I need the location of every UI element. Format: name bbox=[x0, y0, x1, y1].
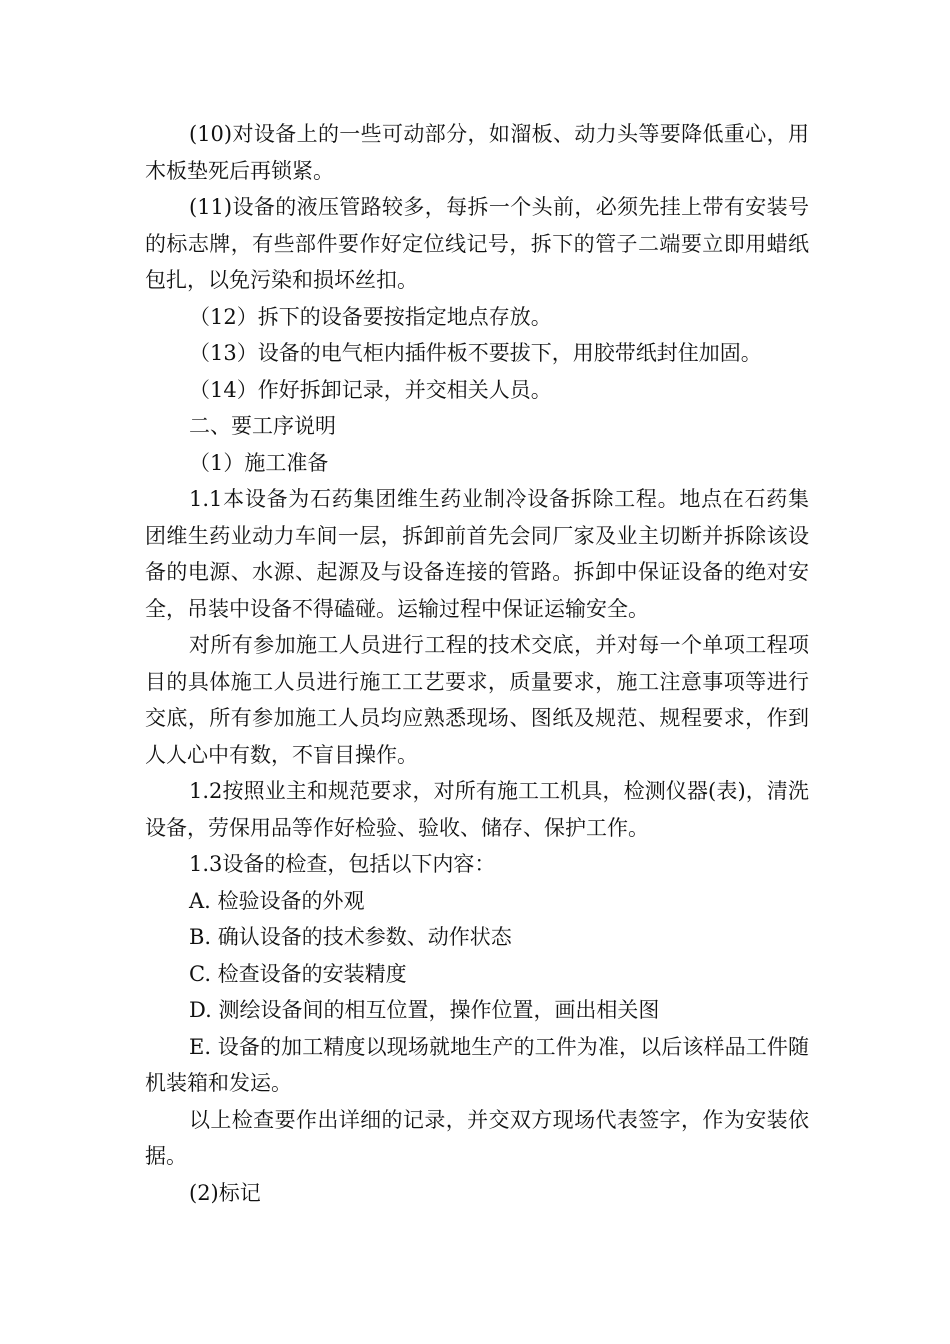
paragraph-1-1: 1.1本设备为石药集团维生药业制冷设备拆除工程。地点在石药集团维生药业动力车间一层，拆卸前首先会同厂家及业主切断并拆除该设备的电源、水源、起源及与设备连接的管路。拆卸中保证设备的绝对安全，吊装中设备不得磕碰。运输过程中保证运输安全。 bbox=[145, 487, 809, 621]
paragraph-13: （13）设备的电气柜内插件板不要拔下，用胶带纸封住加固。 bbox=[189, 341, 762, 365]
subsection-heading-preparation: （1）施工准备 bbox=[189, 450, 329, 475]
document-body bbox=[145, 116, 809, 1211]
list-item-c: C. 检查设备的安装精度 bbox=[189, 961, 407, 986]
list-item-d: D. 测绘设备间的相互位置，操作位置，画出相关图 bbox=[189, 998, 660, 1022]
paragraph-10: (10)对设备上的一些可动部分，如溜板、动力头等要降低重心，用木板垫死后再锁紧。 bbox=[145, 122, 809, 183]
paragraph-11: (11)设备的液压管路较多，每拆一个头前，必须先挂上带有安装号的标志牌，有些部件要作好定位线记号，拆下的管子二端要立即用蜡纸包扎，以免污染和损坏丝扣。 bbox=[145, 195, 809, 292]
subsection-heading-marking: (2)标记 bbox=[189, 1180, 261, 1205]
list-item-e: E. 设备的加工精度以现场就地生产的工件为准，以后该样品工件随机装箱和发运。 bbox=[145, 1034, 809, 1095]
list-item-b: B. 确认设备的技术参数、动作状态 bbox=[189, 925, 512, 949]
paragraph-1-3: 1.3设备的检查，包括以下内容： bbox=[189, 852, 496, 876]
section-heading-process: 二、要工序说明 bbox=[189, 414, 336, 438]
paragraph-inspection-record: 以上检查要作出详细的记录，并交双方现场代表签字，作为安装依据。 bbox=[145, 1107, 809, 1168]
paragraph-14: （14）作好拆卸记录，并交相关人员。 bbox=[189, 377, 552, 402]
paragraph-1-2: 1.2按照业主和规范要求，对所有施工工机具，检测仪器(表)，清洗设备，劳保用品等作好检验、验收、储存、保护工作。 bbox=[145, 779, 809, 840]
paragraph-technical-briefing: 对所有参加施工人员进行工程的技术交底，并对每一个单项工程项目的具体施工人员进行施工工艺要求，质量要求，施工注意事项等进行交底，所有参加施工人员均应熟悉现场、图纸及规范、规程要求，作到人人心中有数，不盲目操作。 bbox=[145, 633, 809, 767]
paragraph-12: （12）拆下的设备要按指定地点存放。 bbox=[189, 304, 552, 329]
list-item-a: A. 检验设备的外观 bbox=[189, 888, 365, 913]
